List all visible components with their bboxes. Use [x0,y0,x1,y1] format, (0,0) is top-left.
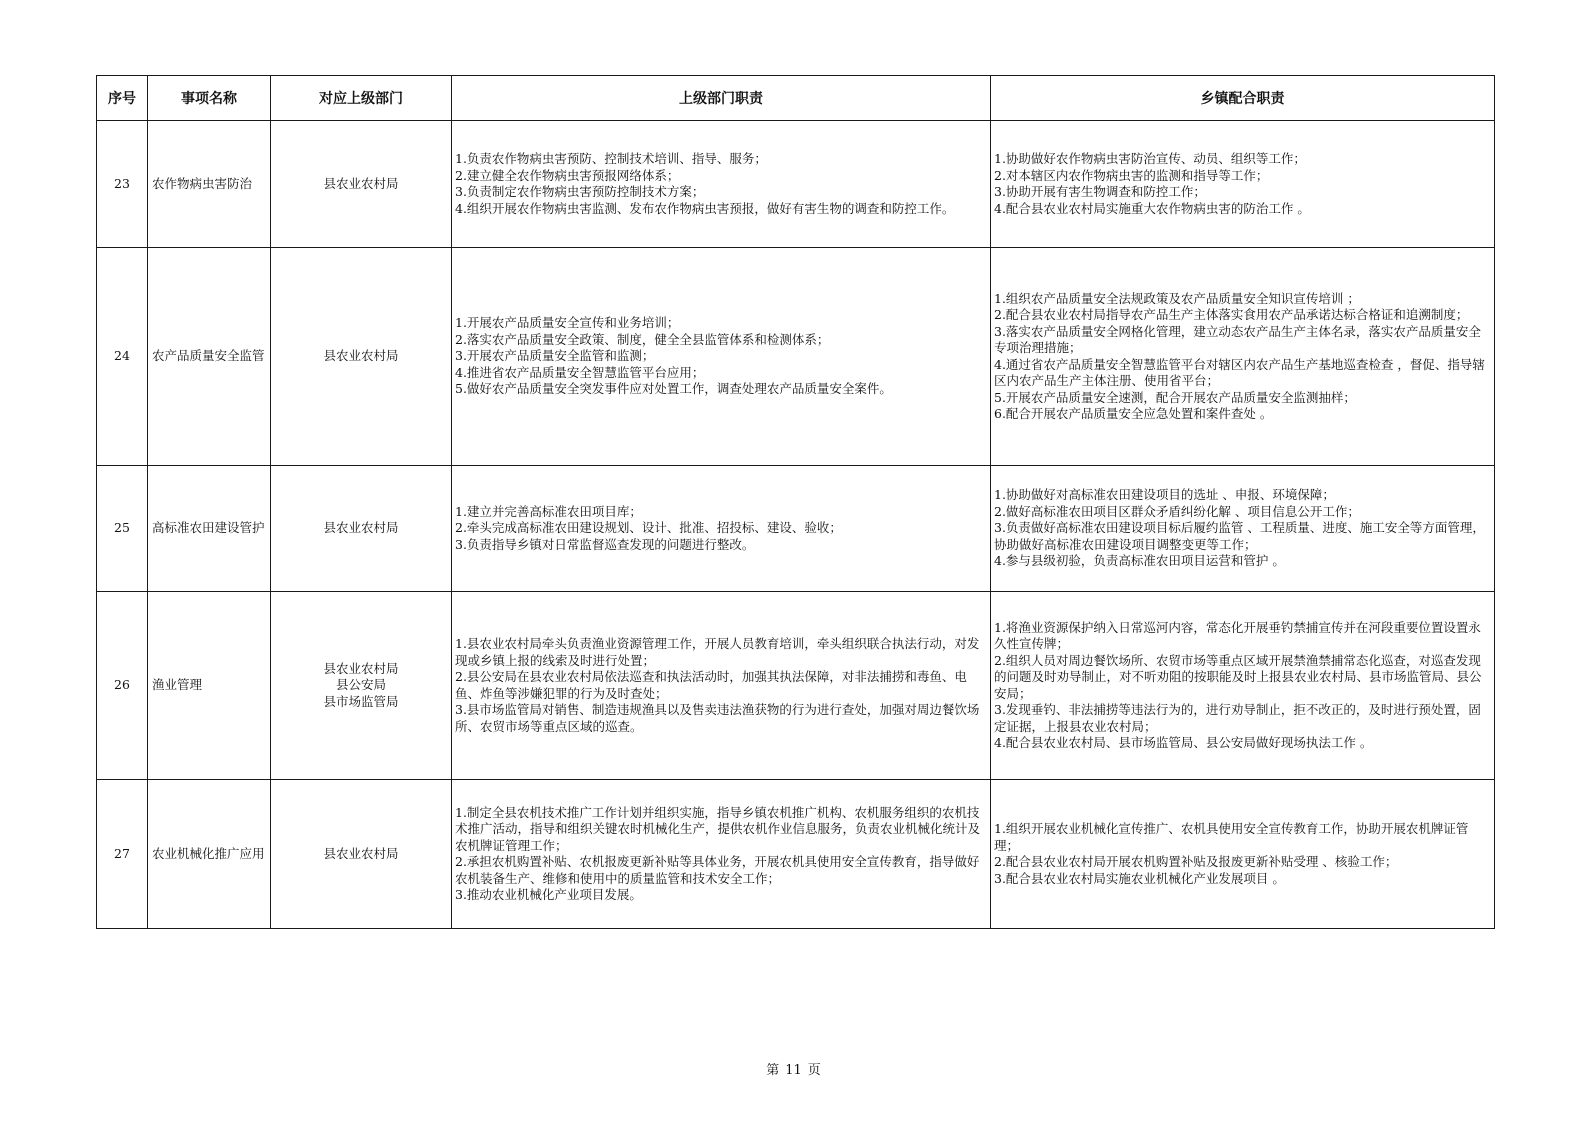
duty-line: 3.开展农产品质量安全监管和监测； [455,348,655,364]
row-no: 26 [97,592,148,780]
duty-line: 5.开展农产品质量安全速测，配合开展农产品质量安全监测抽样； [994,389,1356,405]
duty-line: 4.组织开展农作物病虫害监测、发布农作物病虫害预报，做好有害生物的调查和防控工作。 [455,200,955,216]
duty-line: 3.县市场监管局对销售、制造违规渔具以及售卖违法渔获物的行为进行查处，加强对周边餐饮场所、农贸市场等重点区域的巡查。 [455,702,980,734]
header-no: 序号 [97,76,148,121]
row-item-name: 渔业管理 [148,592,271,780]
duty-line: 6.配合开展农产品质量安全应急处置和案件查处 。 [994,406,1273,421]
header-item-name: 事项名称 [148,76,271,121]
duty-line: 3.发现垂钓、非法捕捞等违法行为的，进行劝导制止，拒不改正的，及时进行预处置，固定证据，上报县农业农村局； [994,702,1481,734]
duty-line: 3.配合县农业农村局实施农业机械化产业发展项目 。 [994,870,1285,886]
duty-line: 2.组织人员对周边餐饮场所、农贸市场等重点区域开展禁渔禁捕常态化巡查，对巡查发现的问题及时劝导制止，对不听劝阻的按职能及时上报县农业农村局、县市场监管局、县公安局； [994,652,1482,701]
row-department [271,592,452,780]
department-line: 县农业农村局 [323,520,399,536]
duty-line: 4.参与县级初验，负责高标准农田项目运营和管护 。 [994,553,1285,569]
header-upper-duties: 上级部门职责 [452,76,991,121]
page-number: 11 [785,1063,802,1078]
row-item-name: 高标准农田建设管护 [148,466,271,592]
table-row [97,466,1495,592]
duty-line: 3.落实农产品质量安全网格化管理，建立动态农产品生产主体名录，落实农产品质量安全专项治理措施； [994,323,1481,355]
department-line: 县市场监管局 [323,693,399,709]
department-line: 县农业农村局 [323,348,399,364]
duty-line: 1.开展农产品质量安全宣传和业务培训； [455,315,680,331]
row-department [271,466,452,592]
header-department: 对应上级部门 [271,76,452,121]
duty-line: 2.承担农机购置补贴、农机报废更新补贴等具体业务，开展农机具使用安全宣传教育，指导做好农机装备生产、维修和使用中的质量监管和技术安全工作； [455,854,980,886]
row-upper-duties [452,248,991,466]
responsibility-table [96,75,1495,929]
duty-line: 1.建立并完善高标准农田项目库； [455,503,642,519]
department-line: 县公安局 [335,677,386,693]
row-town-duties [991,780,1495,929]
table-row [97,121,1495,248]
duty-line: 2.建立健全农作物病虫害预报网络体系； [455,167,680,183]
department-line: 县农业农村局 [323,660,399,676]
row-department [271,248,452,466]
duty-line: 4.配合县农业农村局实施重大农作物病虫害的防治工作 。 [994,200,1310,216]
duty-line: 2.配合县农业农村局开展农机购置补贴及报废更新补贴受理 、核验工作； [994,854,1398,869]
duty-line: 4.配合县农业农村局、县市场监管局、县公安局做好现场执法工作 。 [994,735,1373,750]
row-town-duties [991,592,1495,780]
duty-line: 3.推动农业机械化产业项目发展。 [455,887,642,902]
duty-line: 3.负责指导乡镇对日常监督巡查发现的问题进行整改。 [455,536,755,552]
row-no: 24 [97,248,148,466]
page-prefix: 第 [766,1063,780,1078]
row-upper-duties [452,466,991,592]
duty-line: 2.落实农产品质量安全政策、制度，健全全县监管体系和检测体系； [455,331,830,347]
duty-line: 2.配合县农业农村局指导农产品生产主体落实食用农产品承诺达标合格证和追溯制度； [994,307,1469,322]
duty-line: 1.组织开展农业机械化宣传推广、农机具使用安全宣传教育工作，协助开展农机牌证管理； [994,821,1469,853]
page-suffix: 页 [807,1063,821,1078]
table-row [97,248,1495,466]
duty-line: 3.负责制定农作物病虫害预防控制技术方案； [455,184,705,199]
row-upper-duties [452,121,991,248]
table-row [97,780,1495,929]
row-town-duties [991,121,1495,248]
row-town-duties [991,248,1495,466]
row-town-duties [991,466,1495,592]
duty-line: 2.牵头完成高标准农田建设规划、设计、批准、招投标、建设、验收； [455,520,842,536]
row-department [271,121,452,248]
duty-line: 1.将渔业资源保护纳入日常巡河内容，常态化开展垂钓禁捕宣传并在河段重要位置设置永久性宣传牌； [994,619,1481,651]
row-no: 25 [97,466,148,592]
department-line: 县农业农村局 [323,845,399,861]
duty-line: 1.组织农产品质量安全法规政策及农产品质量安全知识宣传培训 ； [994,290,1360,306]
row-item-name: 农产品质量安全监管 [148,248,271,466]
duty-line: 1.县农业农村局牵头负责渔业资源管理工作，开展人员教育培训，牵头组织联合执法行动，对发现或乡镇上报的线索及时进行处置； [455,636,980,668]
row-upper-duties [452,592,991,780]
row-department [271,780,452,929]
duty-line: 1.制定全县农机技术推广工作计划并组织实施，指导乡镇农机推广机构、农机服务组织的农机技术推广活动，指导和组织关键农时机械化生产，提供农机作业信息服务，负责农业机械化统计及农机牌证管理工作； [455,804,981,853]
row-no: 23 [97,121,148,248]
duty-line: 2.对本辖区内农作物病虫害的监测和指导等工作； [994,167,1269,183]
header-town-duties: 乡镇配合职责 [991,76,1495,121]
duty-line: 4.推进省农产品质量安全智慧监管平台应用； [455,364,705,380]
row-item-name: 农业机械化推广应用 [148,780,271,929]
duty-line: 1.协助做好对高标准农田建设项目的选址 、申报、环境保障； [994,487,1335,503]
duty-line: 2.做好高标准农田项目区群众矛盾纠纷化解 、项目信息公开工作； [994,503,1360,519]
row-item-name: 农作物病虫害防治 [148,121,271,248]
duty-line: 5.做好农产品质量安全突发事件应对处置工作，调查处理农产品质量安全案件。 [455,381,892,397]
duty-line: 1.负责农作物病虫害预防、控制技术培训、指导、服务； [455,151,767,166]
duty-line: 1.协助做好农作物病虫害防治宣传、动员、组织等工作； [994,151,1306,166]
row-upper-duties [452,780,991,929]
table-header-row [97,76,1495,121]
department-line: 县农业农村局 [323,175,399,191]
duty-line: 2.县公安局在县农业农村局依法巡查和执法活动时，加强其执法保障，对非法捕捞和毒鱼、电鱼、炸鱼等涉嫌犯罪的行为及时查处； [455,669,967,701]
duty-line: 3.负责做好高标准农田建设项目标后履约监管 、工程质量、进度、施工安全等方面管理，协助做好高标准农田建设项目调整变更等工作； [994,520,1485,552]
row-no: 27 [97,780,148,929]
page-footer [0,1059,1587,1078]
table-row [97,592,1495,780]
duty-line: 4.通过省农产品质量安全智慧监管平台对辖区内农产品生产基地巡查检查 ，督促、指导辖区内农产品生产主体注册、使用省平台； [994,356,1485,388]
duty-line: 3.协助开展有害生物调查和防控工作； [994,184,1206,199]
